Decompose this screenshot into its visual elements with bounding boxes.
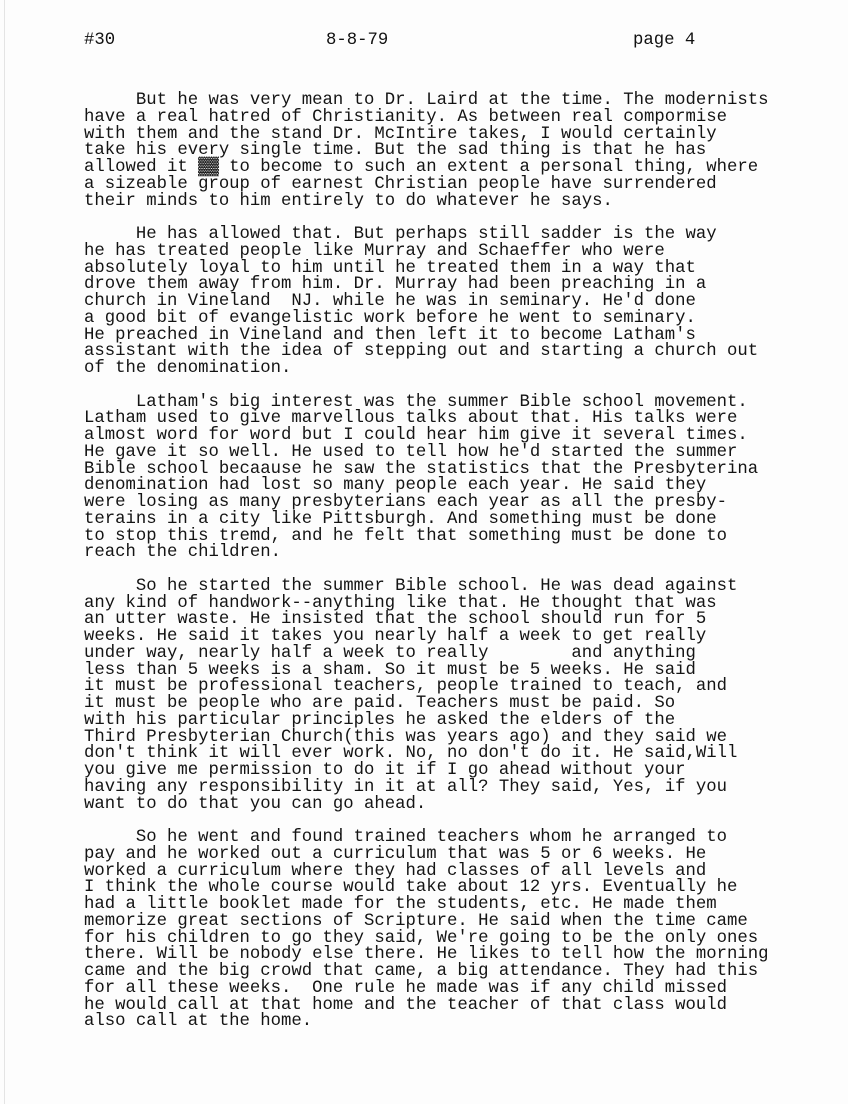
text-line: allowed it ▓▓ to become to such an extent a personal thing, where — [84, 158, 759, 177]
paragraph — [84, 392, 768, 563]
text-line: for all these weeks. One rule he made was if any child missed — [84, 978, 727, 998]
text-line: came and the big crowd that came, a big attendance. They had this — [84, 962, 759, 981]
text-line: But he was very mean to Dr. Laird at the time. The modernists — [84, 91, 769, 110]
text-line: reach the children. — [84, 543, 282, 563]
text-line: were losing as many presbyterians each year as all the presby- — [84, 493, 727, 512]
text-line: Latham used to give marvellous talks about that. His talks were — [84, 409, 738, 429]
document-body — [84, 93, 768, 1048]
text-line: Third Presbyterian Church(this was years ago) and they said we — [84, 727, 727, 747]
paragraph — [84, 576, 768, 814]
text-line: denomination had lost so many people each year. He said they — [84, 476, 707, 496]
text-line: memorize great sections of Scripture. He said when the time came — [84, 911, 748, 931]
text-line: So he went and found trained teachers whom he arranged to — [84, 828, 727, 847]
text-line: there. Will be nobody else there. He likes to tell how the morning — [84, 945, 769, 965]
text-line: having any responsibility in it at all? They said, Yes, if you — [84, 777, 727, 797]
document-date: 8-8-79 — [326, 31, 389, 50]
text-line: have a real hatred of Christianity. As between real compormise — [84, 107, 727, 127]
page-edge-line — [4, 0, 5, 1104]
text-line: He has allowed that. But perhaps still sadder is the way — [84, 225, 717, 244]
text-line: with his particular principles he asked the elders of the — [84, 710, 676, 730]
text-line: under way, nearly half a week to really and anything — [84, 643, 696, 663]
text-line: of the denomination. — [84, 359, 292, 378]
paragraph — [84, 830, 768, 1031]
text-line: their minds to him entirely to do whatever he says. — [84, 191, 613, 211]
text-line: you give me permission to do it if I go ahead without your — [84, 761, 686, 780]
text-line: any kind of handwork--anything like that. He thought that was — [84, 593, 717, 613]
text-line: with them and the stand Dr. McIntire takes, I would certainly — [84, 124, 717, 144]
text-line: pay and he worked out a curriculum that was 5 or 6 weeks. He — [84, 844, 707, 864]
text-line: almost word for word but I could hear him give it several times. — [84, 426, 748, 445]
text-line: also call at the home. — [84, 1012, 313, 1032]
text-line: for his children to go they said, We're going to be the only ones — [84, 928, 759, 948]
text-line: take his every single time. But the sad thing is that he has — [84, 141, 707, 161]
paragraph — [84, 227, 768, 378]
text-line: assistant with the idea of stepping out and starting a church out — [84, 342, 759, 362]
text-line: church in Vineland NJ. while he was in seminary. He'd done — [84, 292, 696, 311]
text-line: So he started the summer Bible school. He was dead against — [84, 576, 738, 596]
text-line: Latham's big interest was the summer Bible school movement. — [84, 392, 748, 412]
text-line: he has treated people like Murray and Schaeffer who were — [84, 241, 665, 261]
text-line: a good bit of evangelistic work before he went to seminary. — [84, 308, 696, 328]
text-line: don't think it will ever work. No, no don't do it. He said,Will — [84, 744, 738, 764]
text-line: Bible school becaause he saw the statistics that the Presbyterina — [84, 459, 759, 479]
text-line: He preached in Vineland and then left it to become Latham's — [84, 325, 696, 345]
text-line: absolutely loyal to him until he treated them in a way that — [84, 258, 696, 278]
paragraph — [84, 93, 768, 210]
text-line: a sizeable group of earnest Christian people have surrendered — [84, 174, 717, 194]
document-number: #30 — [84, 31, 116, 50]
text-line: terains in a city like Pittsburgh. And something must be done — [84, 509, 717, 529]
text-line: he would call at that home and the teacher of that class would — [84, 995, 727, 1015]
text-line: less than 5 weeks is a sham. So it must be 5 weeks. He said — [84, 660, 696, 680]
text-line: an utter waste. He insisted that the school should run for 5 — [84, 610, 707, 630]
page-number: page 4 — [633, 31, 696, 50]
text-line: to stop this tremd, and he felt that something must be done to — [84, 526, 727, 546]
text-line: it must be people who are paid. Teachers must be paid. So — [84, 694, 676, 713]
text-line: worked a curriculum where they had classes of all levels and — [84, 861, 707, 881]
text-line: had a little booklet made for the students, etc. He made them — [84, 895, 717, 914]
text-line: drove them away from him. Dr. Murray had been preaching in a — [84, 275, 707, 295]
text-line: He gave it so well. He used to tell how he'd started the summer — [84, 442, 738, 462]
text-line: weeks. He said it takes you nearly half a week to get really — [84, 627, 707, 646]
text-line: I think the whole course would take about 12 yrs. Eventually he — [84, 878, 738, 898]
text-line: it must be professional teachers, people trained to teach, and — [84, 677, 727, 697]
text-line: want to do that you can go ahead. — [84, 794, 427, 814]
